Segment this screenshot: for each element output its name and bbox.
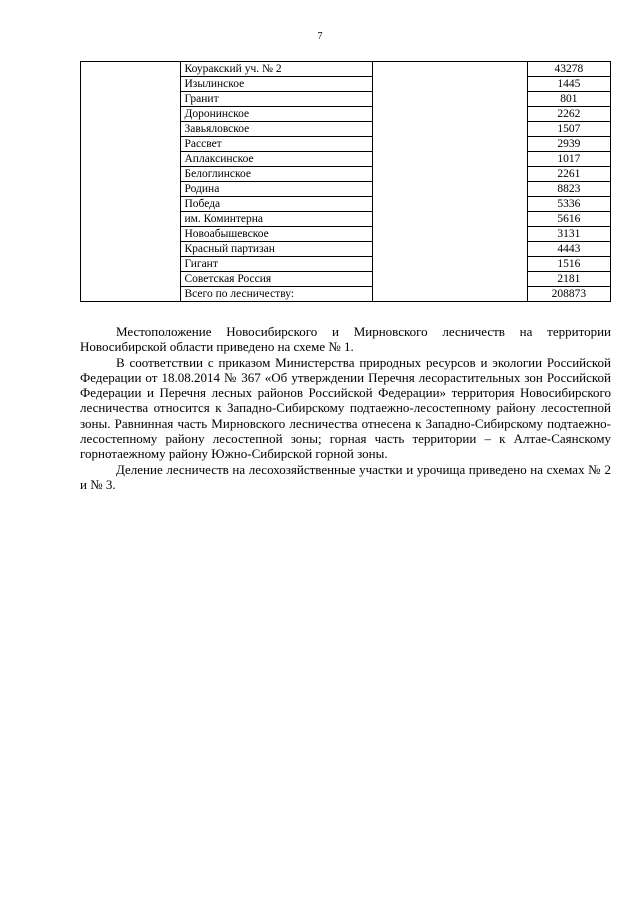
tract-name: Гигант (180, 257, 373, 272)
paragraph-zoning: В соответствии с приказом Министерства природных ресурсов и экологии Российской Федерации от 18.08.2014 № 367 «Об утверждении Перечня лесорастительных зон Российской Федерации и Перечня лесных районов Российской Федерации» территория Новосибирского лесничества относится к Западно-Сибирскому подтаежно-лесостепному району лесостепной зоны. Равнинная часть Мирновского лесничества отнесена к Западно-Сибирскому подтаежно-лесостепному району лесостепной зоны; горная часть территории – к Алтае-Саянскому горнотаежному району Южно-Сибирской горной зоны. (80, 354, 611, 462)
tract-name: Советская Россия (180, 272, 373, 287)
page-number: 7 (317, 31, 323, 42)
total-value: 208873 (527, 287, 610, 302)
tract-name: им. Коминтерна (180, 212, 373, 227)
tract-name: Аплаксинское (180, 152, 373, 167)
tract-name: Родина (180, 182, 373, 197)
tract-name: Победа (180, 197, 373, 212)
tract-name: Завьяловское (180, 122, 373, 137)
tract-area: 5616 (527, 212, 610, 227)
forestry-cell (81, 62, 181, 302)
tract-name: Изылинское (180, 77, 373, 92)
tract-name: Новоабышевское (180, 227, 373, 242)
tract-area: 1516 (527, 257, 610, 272)
tract-area: 1507 (527, 122, 610, 137)
tract-area: 43278 (527, 62, 610, 77)
tract-area: 3131 (527, 227, 610, 242)
tract-area: 2181 (527, 272, 610, 287)
body-text (80, 324, 611, 492)
total-label: Всего по лесничеству: (180, 287, 373, 302)
forestry-table-body (81, 62, 611, 302)
region-cell (373, 62, 527, 302)
table-row (81, 62, 611, 77)
paragraph-location: Местоположение Новосибирского и Мирновского лесничеств на территории Новосибирской области приведено на схеме № 1. (80, 324, 611, 355)
tract-name: Коуракский уч. № 2 (180, 62, 373, 77)
tract-area: 801 (527, 92, 610, 107)
tract-area: 1017 (527, 152, 610, 167)
tract-area: 1445 (527, 77, 610, 92)
tract-name: Доронинское (180, 107, 373, 122)
tract-name: Белоглинское (180, 167, 373, 182)
tract-area: 2262 (527, 107, 610, 122)
tract-name: Рассвет (180, 137, 373, 152)
forestry-table (80, 61, 611, 302)
tract-area: 8823 (527, 182, 610, 197)
paragraph-division: Деление лесничеств на лесохозяйственные участки и урочища приведено на схемах № 2 и № 3. (80, 461, 611, 492)
tract-area: 2261 (527, 167, 610, 182)
tract-area: 4443 (527, 242, 610, 257)
tract-area: 5336 (527, 197, 610, 212)
tract-name: Гранит (180, 92, 373, 107)
tract-area: 2939 (527, 137, 610, 152)
tract-name: Красный партизан (180, 242, 373, 257)
